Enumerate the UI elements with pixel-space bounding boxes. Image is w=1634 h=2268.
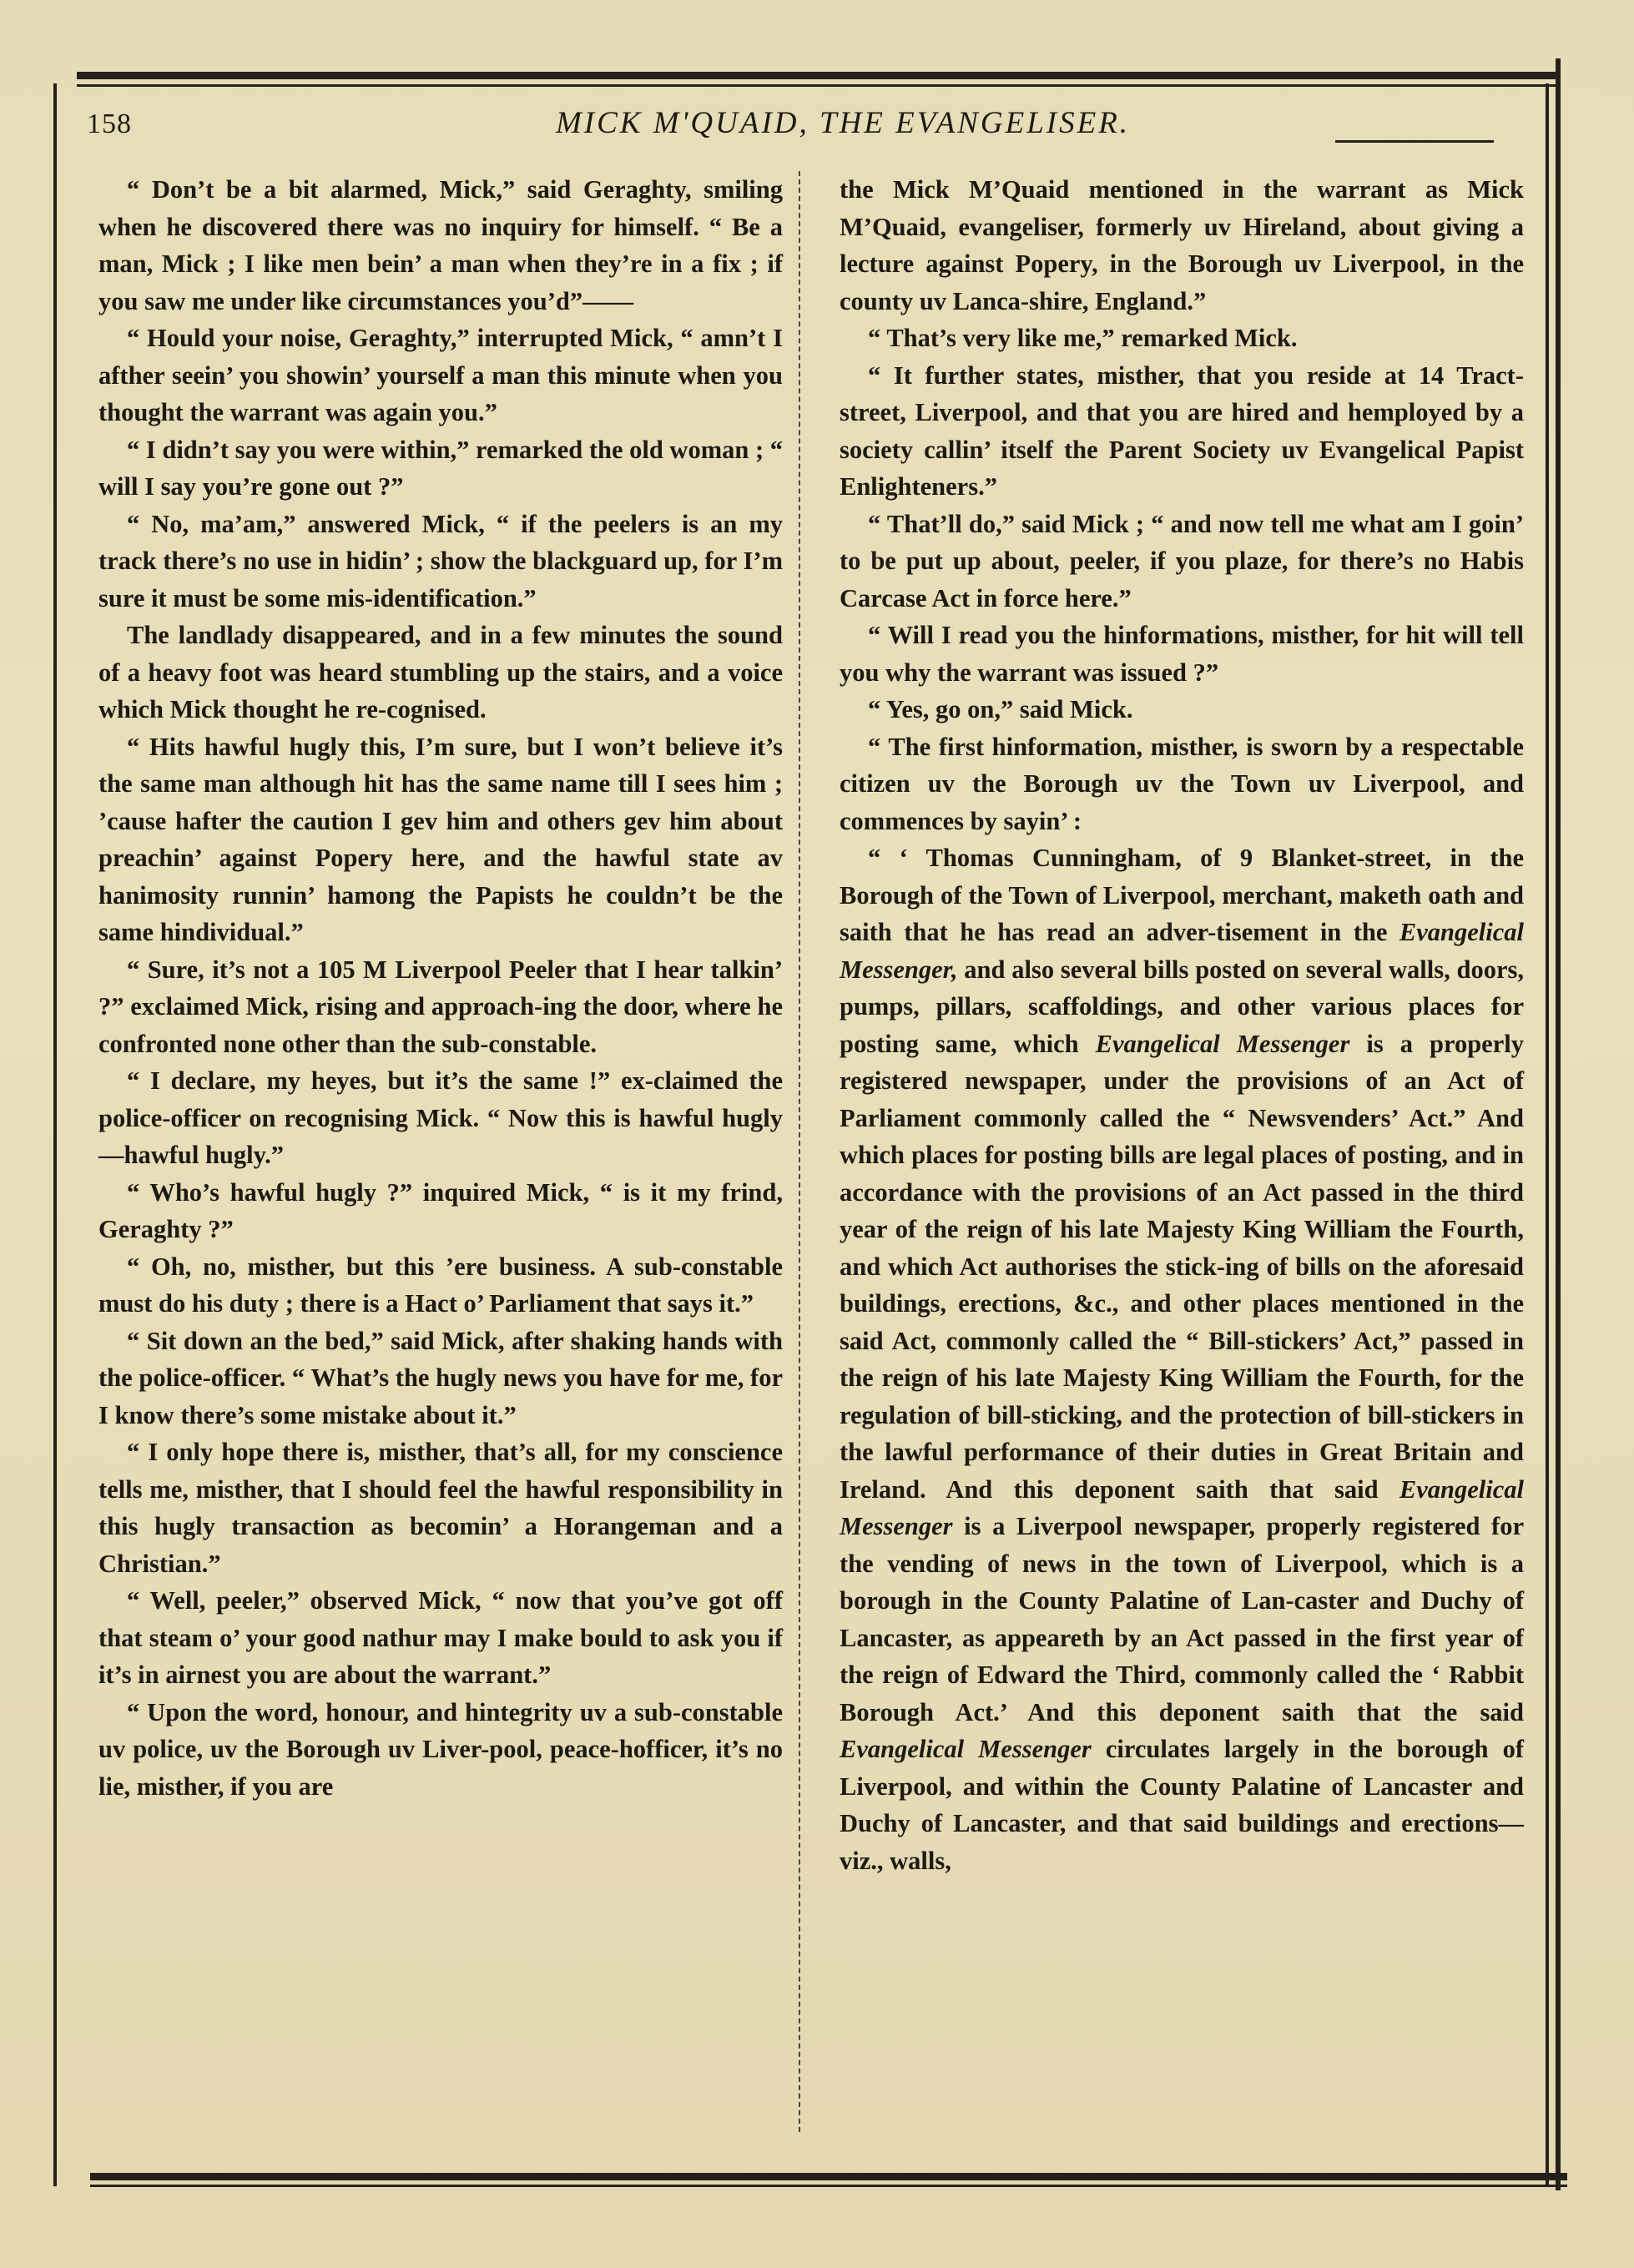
paragraph: “ Yes, go on,” said Mick. bbox=[868, 695, 1133, 723]
paragraph: “ It further states, misther, that you reside at 14 Tract-street, Liverpool, and that you are hired and hemployed by a society callin’ itself the Parent Society uv Evangelical Papist Enlighteners.” bbox=[840, 360, 1524, 501]
column-divider bbox=[799, 171, 800, 2132]
text-run: circulates largely in the borough of Liverpool, and within the County Palatine of Lancaster and Duchy of Lancaster, and that said buildings and erections—viz., walls, bbox=[840, 1735, 1524, 1875]
paragraph: “ Oh, no, misther, but this ’ere business. A sub-constable must do his duty ; there is a Hact o’ Parliament that says it.” bbox=[98, 1252, 783, 1318]
outer-right-border-rule bbox=[1556, 58, 1561, 2190]
newspaper-title: Evangelical Messenger bbox=[1095, 1029, 1350, 1058]
header-underline bbox=[1335, 140, 1494, 143]
paragraph: “ Hould your noise, Geraghty,” interrupted Mick, “ amn’t I afther seein’ you showin’ yourself a man this minute when you thought the warrant was again you.” bbox=[98, 324, 783, 426]
affidavit-paragraph bbox=[840, 839, 1524, 1879]
paragraph: “ I declare, my heyes, but it’s the same !” ex-claimed the police-officer on recognising Mick. “ Now this is hawful hugly—hawful hugly.” bbox=[98, 1066, 783, 1169]
paragraph: “ Sit down an the bed,” said Mick, after shaking hands with the police-officer. “ What’s the hugly news you have for me, for I know there’s some mistake about it.” bbox=[98, 1326, 783, 1429]
paragraph: “ The first hinformation, misther, is sworn by a respectable citizen uv the Borough uv the Town uv Liverpool, and commences by sayin’ : bbox=[840, 732, 1524, 835]
left-text-column bbox=[98, 171, 783, 1805]
newspaper-title: Evangelical Messenger bbox=[840, 1474, 1524, 1540]
text-run: and also several bills posted on several walls, doors, pumps, pillars, scaffoldings, and other various places for posting same, which bbox=[840, 955, 1524, 1058]
right-text-column bbox=[840, 171, 1524, 1879]
paragraph: “ Upon the word, honour, and hintegrity uv a sub-constable uv police, uv the Borough uv Liver-pool, peace-hofficer, it’s no lie, misther, if you are bbox=[98, 1697, 783, 1801]
left-border-rule bbox=[53, 83, 57, 2186]
page-number: 158 bbox=[87, 108, 132, 139]
paragraph: “ That’s very like me,” remarked Mick. bbox=[868, 324, 1298, 352]
text-run: “ ‘ Thomas Cunningham, of 9 Blanket-street, in the Borough of the Town of Liverpool, merchant, maketh oath and saith that he has read an adver-tisement in the bbox=[840, 844, 1524, 946]
paragraph: The landlady disappeared, and in a few minutes the sound of a heavy foot was heard stumbling up the stairs, and a voice which Mick thought he re-cognised. bbox=[98, 621, 783, 723]
paragraph: “ No, ma’am,” answered Mick, “ if the peelers is an my track there’s no use in hidin’ ; show the blackguard up, for I’m sure it must be some mis-identification.” bbox=[98, 509, 783, 612]
top-border-rule-thin bbox=[77, 84, 1559, 87]
paragraph: “ Don’t be a bit alarmed, Mick,” said Geraghty, smiling when he discovered there was no inquiry for himself. “ Be a man, Mick ; I like men bein’ a man when they’re in a fix ; if you saw me under like circumstances you’d”—— bbox=[98, 175, 783, 315]
bottom-border-rule bbox=[90, 2173, 1567, 2180]
paragraph: “ Will I read you the hinformations, misther, for hit will tell you why the warrant was issued ?” bbox=[840, 621, 1524, 687]
newspaper-title: Evangelical Messenger bbox=[840, 1735, 1092, 1763]
top-border-rule bbox=[77, 72, 1559, 79]
running-title: MICK M'QUAID, THE EVANGELISER. bbox=[555, 106, 1131, 140]
right-border-rule bbox=[1546, 83, 1549, 2186]
paragraph: “ I only hope there is, misther, that’s all, for my conscience tells me, misther, that I should feel the hawful responsibility in this hugly transaction as becomin’ a Horangeman and a Christian.” bbox=[98, 1438, 783, 1578]
paragraph: “ Hits hawful hugly this, I’m sure, but I won’t believe it’s the same man although hit has the same name till I sees him ; ’cause hafter the caution I gev him and others gev him about preachin’ against Popery here, and the hawful state av hanimosity runnin’ hamong the Papists he couldn’t be the same hindividual.” bbox=[98, 732, 783, 946]
paragraph: “ I didn’t say you were within,” remarked the old woman ; “ will I say you’re gone out ?” bbox=[98, 435, 783, 501]
paragraph: the Mick M’Quaid mentioned in the warrant as Mick M’Quaid, evangeliser, formerly uv Hireland, about giving a lecture against Popery, in the Borough uv Liverpool, in the county uv Lanca-shire, England.” bbox=[840, 175, 1524, 315]
paragraph: “ That’ll do,” said Mick ; “ and now tell me what am I goin’ to be put up about, peeler, if you plaze, for there’s no Habis Carcase Act in force here.” bbox=[840, 509, 1524, 612]
paragraph: “ Well, peeler,” observed Mick, “ now that you’ve got off that steam o’ your good nathur may I make bould to ask you if it’s in airnest you are about the warrant.” bbox=[98, 1586, 783, 1689]
paragraph: “ Sure, it’s not a 105 M Liverpool Peeler that I hear talkin’ ?” exclaimed Mick, rising and approach-ing the door, where he confronted none other than the sub-constable. bbox=[98, 955, 783, 1058]
paragraph: “ Who’s hawful hugly ?” inquired Mick, “ is it my frind, Geraghty ?” bbox=[98, 1177, 783, 1243]
newspaper-title: Evangelical Messenger, bbox=[840, 918, 1524, 984]
bottom-border-rule-thin bbox=[90, 2185, 1567, 2187]
text-run: is a properly registered newspaper, under the provisions of an Act of Parliament commonly called the “ Newsvenders’ Act.” And which places for posting bills are legal places of posting, and in accordance with the provisions of an Act passed in the third year of the reign of his late Majesty King William the Fourth, and which Act authorises the stick-ing of bills on the aforesaid buildings, erections, &c., and other places mentioned in the said Act, commonly called the “ Bill-stickers’ Act,” passed in the reign of his late Majesty King William the Fourth, for the regulation of bill-sticking, and the protection of bill-stickers in the lawful performance of their duties in Great Britain and Ireland. And this deponent saith that said bbox=[840, 1029, 1524, 1504]
text-run: is a Liverpool newspaper, properly registered for the vending of news in the town of Liverpool, which is a borough in the County Palatine of Lan-caster and Duchy of Lancaster, as appeareth by an Act passed in the first year of the reign of Edward the Third, commonly called the ‘ Rabbit Borough Act.’ And this deponent saith that the said bbox=[840, 1512, 1524, 1726]
